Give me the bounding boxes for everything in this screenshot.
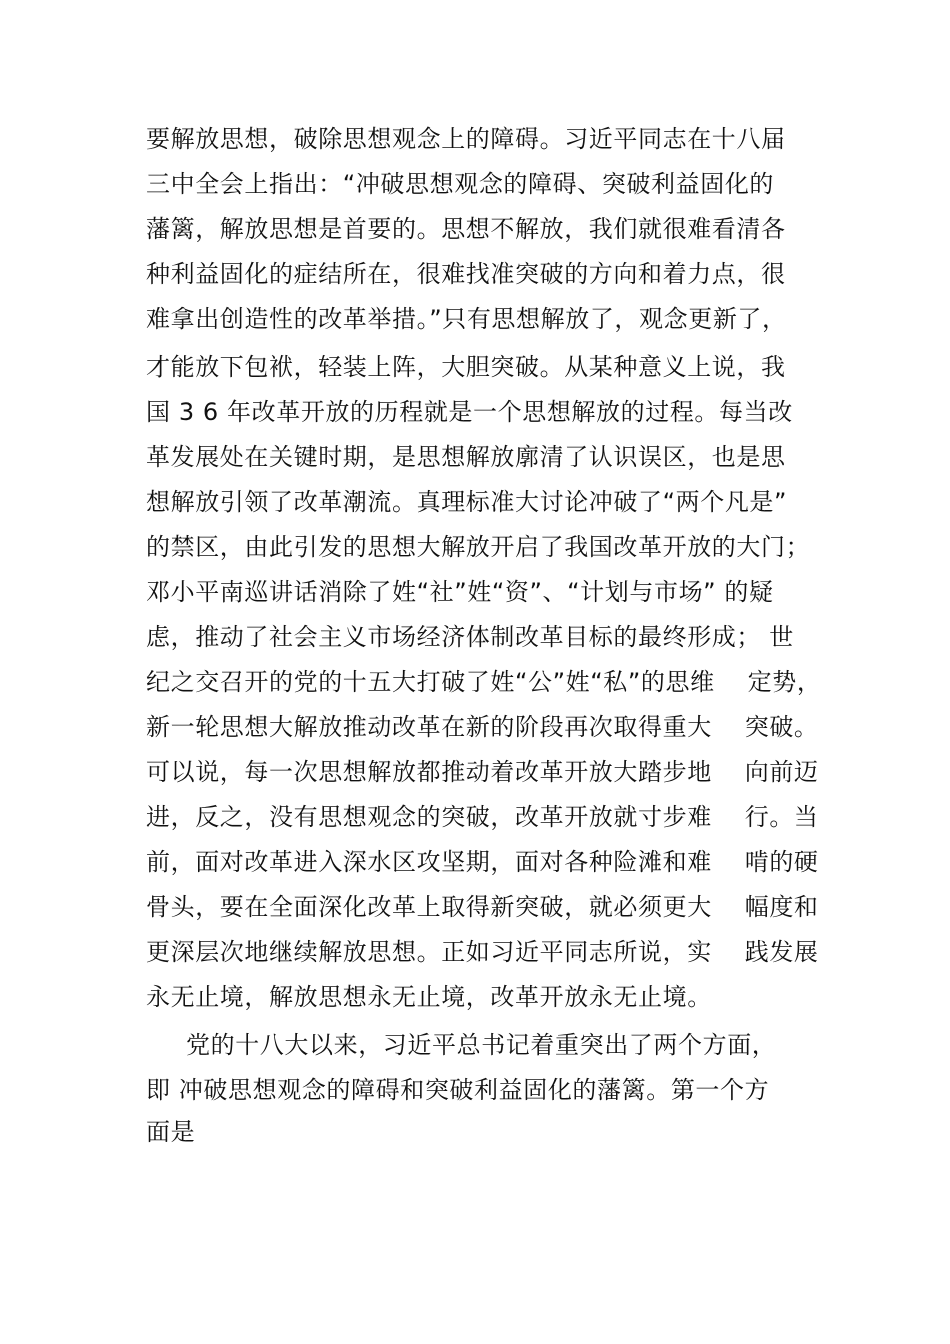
text-line: 三中全会上指出：“冲破思想观念的障碍、突破利益固化的	[146, 170, 775, 198]
paragraph-start-line: 党的十八大以来，习近平总书记着重突出了两个方面，	[186, 1031, 777, 1059]
text-line: 种利益固化的症结所在，很难找准突破的方向和着力点，很	[146, 260, 786, 288]
text-line: 难拿出创造性的改革举措。”只有思想解放了，观念更新了，	[146, 305, 787, 333]
text-line: 更深层次地继续解放思想。正如习近平同志所说，实 践发展	[146, 938, 819, 966]
text-line: 纪之交召开的党的十五大打破了姓“公”姓“私”的思维 定势，	[146, 668, 822, 696]
text-line: 的禁区，由此引发的思想大解放开启了我国改革开放的大门；	[146, 533, 811, 561]
text-line: 可以说，每一次思想解放都推动着改革开放大踏步地 向前迈	[146, 758, 819, 786]
text-line: 虑，推动了社会主义市场经济体制改革目标的最终形成； 世	[146, 623, 794, 651]
text-line: 想解放引领了改革潮流。真理标准大讨论冲破了“两个凡是”	[146, 488, 788, 516]
text-line: 永无止境，解放思想永无止境，改革开放永无止境。	[146, 983, 712, 1011]
text-line: 新一轮思想大解放推动改革在新的阶段再次取得重大 突破。	[146, 713, 819, 741]
text-line: 邓小平南巡讲话消除了姓“社”姓“资”、“计划与市场” 的疑	[146, 578, 774, 606]
text-line: 才能放下包袱，轻装上阵，大胆突破。从某种意义上说，我	[146, 353, 786, 381]
text-line: 即 冲破思想观念的障碍和突破利益固化的藩篱。第一个方	[146, 1076, 770, 1104]
text-line: 藩篱，解放思想是首要的。思想不解放，我们就很难看清各	[146, 215, 786, 243]
text-line: 骨头，要在全面深化改革上取得新突破，就必须更大 幅度和	[146, 893, 819, 921]
text-line: 前，面对改革进入深水区攻坚期，面对各种险滩和难 啃的硬	[146, 848, 819, 876]
text-line: 要解放思想，破除思想观念上的障碍。习近平同志在十八届	[146, 125, 786, 153]
text-line: 面是	[146, 1118, 196, 1146]
text-line: 国 3 6 年改革开放的历程就是一个思想解放的过程。每当改	[146, 398, 793, 426]
text-line: 进，反之，没有思想观念的突破，改革开放就寸步难 行。当	[146, 803, 819, 831]
text-line: 革发展处在关键时期，是思想解放廓清了认识误区，也是思	[146, 443, 786, 471]
